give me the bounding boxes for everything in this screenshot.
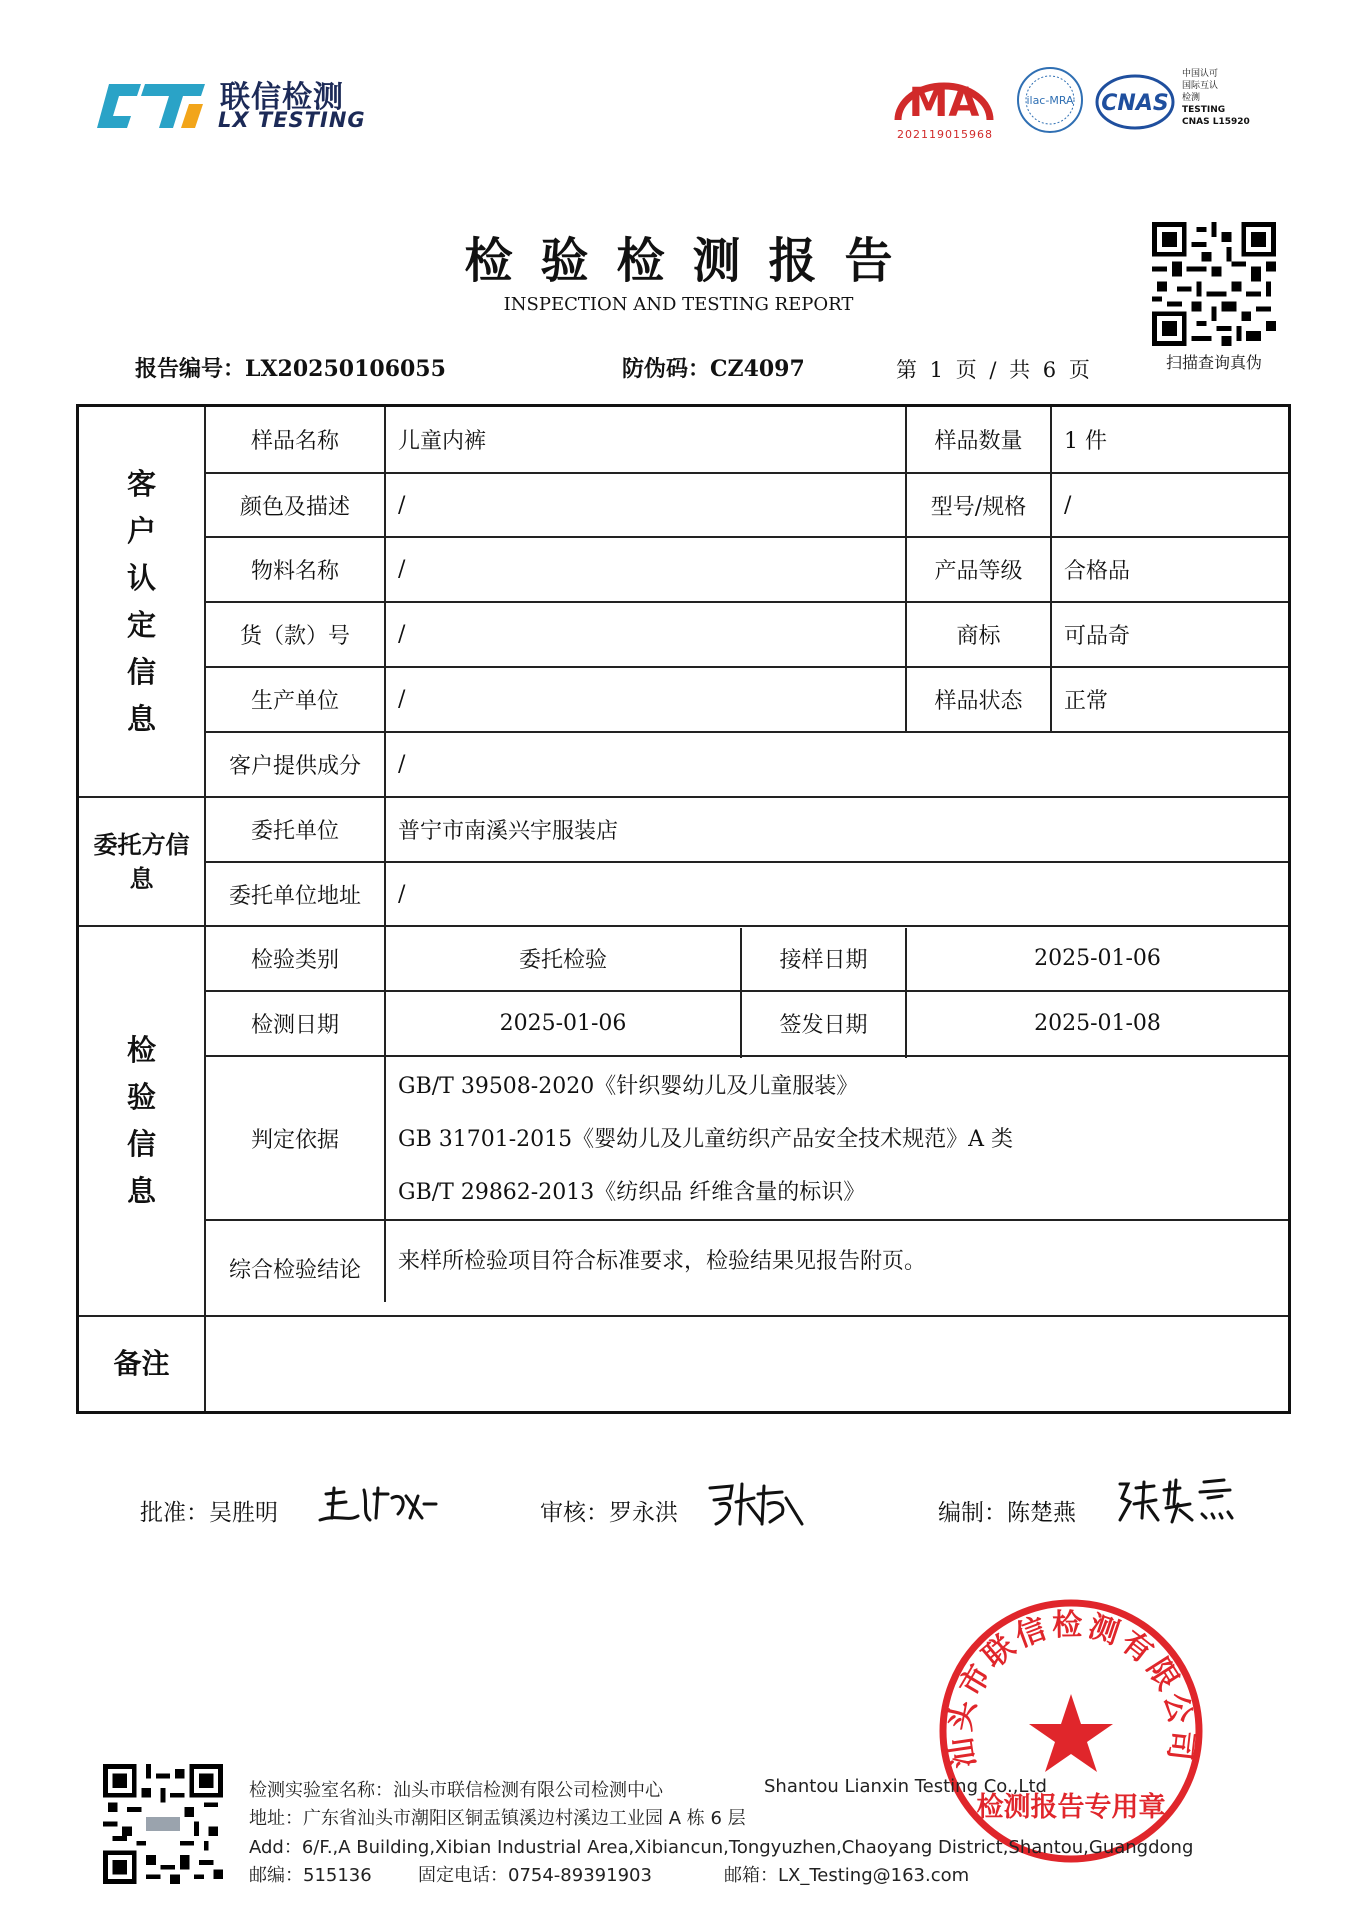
page-indicator: 第 1 页 / 共 6 页 bbox=[896, 358, 1093, 382]
style-number-value: / bbox=[398, 622, 406, 647]
model-spec-value: / bbox=[1064, 492, 1072, 518]
approver-signature-icon bbox=[318, 1474, 438, 1534]
client-name-value: 普宁市南溪兴宇服装店 bbox=[398, 819, 619, 844]
preparer: 编制：陈楚燕 bbox=[938, 1500, 1076, 1526]
client-address-value: / bbox=[398, 881, 406, 907]
color-description-label: 颜色及描述 bbox=[239, 494, 350, 520]
test-date-value: 2025-01-06 bbox=[499, 1011, 627, 1036]
trademark-label: 商标 bbox=[956, 624, 1001, 649]
product-grade-value: 合格品 bbox=[1064, 559, 1131, 584]
cma-number: 202119015968 bbox=[897, 128, 993, 141]
qr-caption: 扫描查询真伪 bbox=[1165, 353, 1262, 372]
sample-status-value: 正常 bbox=[1064, 689, 1109, 714]
cma-label: MA bbox=[908, 80, 980, 126]
basis-label: 判定依据 bbox=[250, 1127, 339, 1153]
footer-address-english: Add：6/F.,A Building,Xibian Industrial Area,Xibiancun,Tongyuzhen,Chaoyang District,Shantou,Guangdong bbox=[249, 1837, 1194, 1858]
reviewer: 审核：罗永洪 bbox=[540, 1500, 678, 1526]
section-customer-info: 客 户 认 定 信 息 bbox=[126, 466, 156, 736]
report-title: 检验检测报告 bbox=[464, 233, 921, 289]
manufacturer-value: / bbox=[398, 687, 406, 712]
issue-date-label: 签发日期 bbox=[779, 1013, 868, 1038]
remarks-value bbox=[206, 1317, 1288, 1411]
lx-testing-logo-icon bbox=[93, 76, 211, 132]
client-address-label: 委托单位地址 bbox=[228, 883, 361, 909]
footer-lab-name: 检测实验室名称：汕头市联信检测有限公司检测中心 bbox=[249, 1780, 663, 1801]
judgment-basis-list bbox=[386, 1060, 1298, 1219]
cnas-accreditation-text: 中国认可 国际互认 检测 TESTING CNAS L15920 bbox=[1182, 69, 1250, 127]
reviewer-signature-icon bbox=[706, 1474, 806, 1534]
trademark-value: 可品奇 bbox=[1064, 624, 1131, 649]
official-seal-icon bbox=[936, 1596, 1206, 1866]
sample-quantity-label: 样品数量 bbox=[934, 429, 1023, 454]
conclusion-value: 来样所检验项目符合标准要求，检验结果见报告附页。 bbox=[398, 1248, 927, 1274]
logo-chinese-name: 联信检测 bbox=[220, 80, 344, 115]
footer-lab-name-english: Shantou Lianxin Testing Co.,Ltd bbox=[764, 1776, 1047, 1797]
approver: 批准：吴胜明 bbox=[140, 1500, 278, 1526]
preparer-signature-icon bbox=[1114, 1474, 1244, 1530]
color-description-value: / bbox=[398, 492, 406, 518]
verification-qr-code-icon[interactable] bbox=[1152, 222, 1276, 346]
test-date-label: 检测日期 bbox=[250, 1013, 339, 1038]
ilac-label: ilac-MRA bbox=[1026, 94, 1074, 107]
cnas-logo-icon bbox=[1095, 72, 1175, 132]
cnas-label: CNAS bbox=[1101, 91, 1169, 116]
issue-date-value: 2025-01-08 bbox=[1034, 1011, 1161, 1036]
customer-composition-value: / bbox=[398, 752, 406, 777]
inspection-type-label: 检验类别 bbox=[250, 948, 339, 973]
basis-standard: GB/T 29862-2013《纺织品 纤维含量的标识》 bbox=[398, 1180, 866, 1205]
sample-name-value: 儿童内裤 bbox=[398, 429, 487, 454]
ilac-mra-icon bbox=[1015, 64, 1085, 136]
seal-usage: 检测报告专用章 bbox=[976, 1792, 1166, 1823]
style-number-label: 货（款）号 bbox=[239, 624, 350, 649]
basis-standard: GB 31701-2015《婴幼儿及儿童纺织产品安全技术规范》A 类 bbox=[398, 1127, 1014, 1152]
footer-email[interactable]: 邮箱：LX_Testing@163.com bbox=[724, 1865, 970, 1886]
sample-quantity-value: 1 件 bbox=[1064, 429, 1107, 454]
product-grade-label: 产品等级 bbox=[934, 559, 1023, 584]
logo-english-name: LX TESTING bbox=[218, 108, 366, 132]
conclusion-label: 综合检验结论 bbox=[228, 1257, 361, 1283]
seal-company-name: 汕头市联信检测有限公司 bbox=[942, 1607, 1200, 1771]
material-name-value: / bbox=[398, 557, 406, 582]
footer-phone: 固定电话：0754-89391903 bbox=[418, 1865, 652, 1886]
report-title-english: INSPECTION AND TESTING REPORT bbox=[503, 294, 854, 315]
model-spec-label: 型号/规格 bbox=[930, 494, 1027, 520]
footer-zip: 邮编：515136 bbox=[249, 1865, 372, 1886]
client-name-label: 委托单位 bbox=[250, 819, 339, 844]
basis-standard: GB/T 39508-2020《针织婴幼儿及儿童服装》 bbox=[398, 1074, 859, 1099]
footer-address: 地址：广东省汕头市潮阳区铜盂镇溪边村溪边工业园 A 栋 6 层 bbox=[249, 1808, 746, 1829]
material-name-label: 物料名称 bbox=[250, 559, 339, 584]
section-client-info: 委托方信息 bbox=[93, 829, 190, 893]
sample-status-label: 样品状态 bbox=[934, 689, 1023, 714]
section-inspection-info: 检 验 信 息 bbox=[126, 1033, 156, 1208]
inspection-type-value: 委托检验 bbox=[518, 948, 607, 973]
report-number: 报告编号：LX20250106055 bbox=[135, 356, 446, 382]
section-remarks: 备注 bbox=[113, 1347, 170, 1380]
manufacturer-label: 生产单位 bbox=[250, 689, 339, 714]
sample-name-label: 样品名称 bbox=[250, 429, 339, 454]
report-table bbox=[76, 404, 1291, 1414]
receive-date-label: 接样日期 bbox=[779, 948, 868, 973]
receive-date-value: 2025-01-06 bbox=[1034, 946, 1161, 971]
footer-qr-code-icon[interactable] bbox=[103, 1764, 223, 1884]
customer-composition-label: 客户提供成分 bbox=[228, 754, 361, 779]
anti-counterfeit-code: 防伪码：CZ4097 bbox=[622, 356, 805, 382]
